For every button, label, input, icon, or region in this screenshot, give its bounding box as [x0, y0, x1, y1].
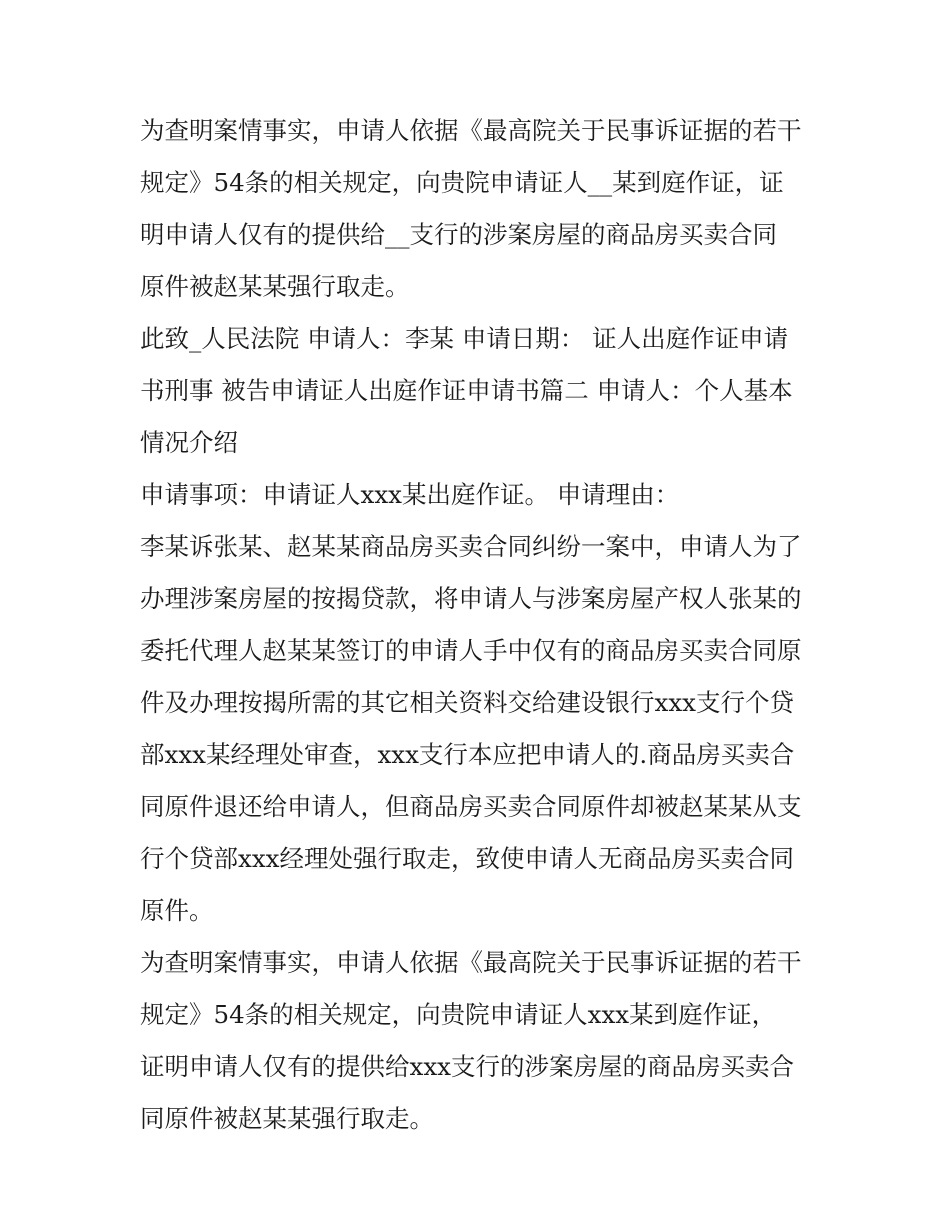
- text-line: 委托代理人赵某某签订的申请人手中仅有的商品房买卖合同原: [140, 636, 802, 665]
- text-line: 规定》54条的相关规定，向贵院申请证人__某到庭作证，证: [140, 168, 784, 197]
- text-line: 明申请人仅有的提供给__支行的涉案房屋的商品房买卖合同: [140, 220, 777, 249]
- text-line: 同原件被赵某某强行取走。: [140, 1104, 434, 1133]
- text-line: 证明申请人仅有的提供给xxx支行的涉案房屋的商品房买卖合: [140, 1052, 794, 1081]
- text-line: 办理涉案房屋的按揭贷款，将申请人与涉案房屋产权人张某的: [140, 584, 802, 613]
- text-line: 原件。: [140, 896, 214, 925]
- text-line: 为查明案情事实，申请人依据《最高院关于民事诉证据的若干: [140, 116, 802, 145]
- text-line: 部xxx某经理处审查，xxx支行本应把申请人的.商品房买卖合: [140, 740, 795, 769]
- text-line: 同原件退还给申请人，但商品房买卖合同原件却被赵某某从支: [140, 792, 802, 821]
- text-line: 书刑事 被告申请证人出庭作证申请书篇二 申请人：个人基本: [140, 376, 793, 405]
- text-line: 原件被赵某某强行取走。: [140, 272, 410, 301]
- text-line: 规定》54条的相关规定，向贵院申请证人xxx某到庭作证，: [140, 1000, 777, 1029]
- text-line: 为查明案情事实，申请人依据《最高院关于民事诉证据的若干: [140, 948, 802, 977]
- text-line: 情况介绍: [140, 428, 238, 457]
- text-line: 申请事项：申请证人xxx某出庭作证。 申请理由：: [140, 480, 680, 509]
- text-line: 李某诉张某、赵某某商品房买卖合同纠纷一案中，申请人为了: [140, 532, 802, 561]
- text-line: 此致_人民法院 申请人：李某 申请日期： 证人出庭作证申请: [140, 324, 789, 353]
- document-body: [140, 105, 830, 1145]
- text-line: 行个贷部xxx经理处强行取走，致使申请人无商品房买卖合同: [140, 844, 794, 873]
- text-line: 件及办理按揭所需的其它相关资料交给建设银行xxx支行个贷: [140, 688, 794, 717]
